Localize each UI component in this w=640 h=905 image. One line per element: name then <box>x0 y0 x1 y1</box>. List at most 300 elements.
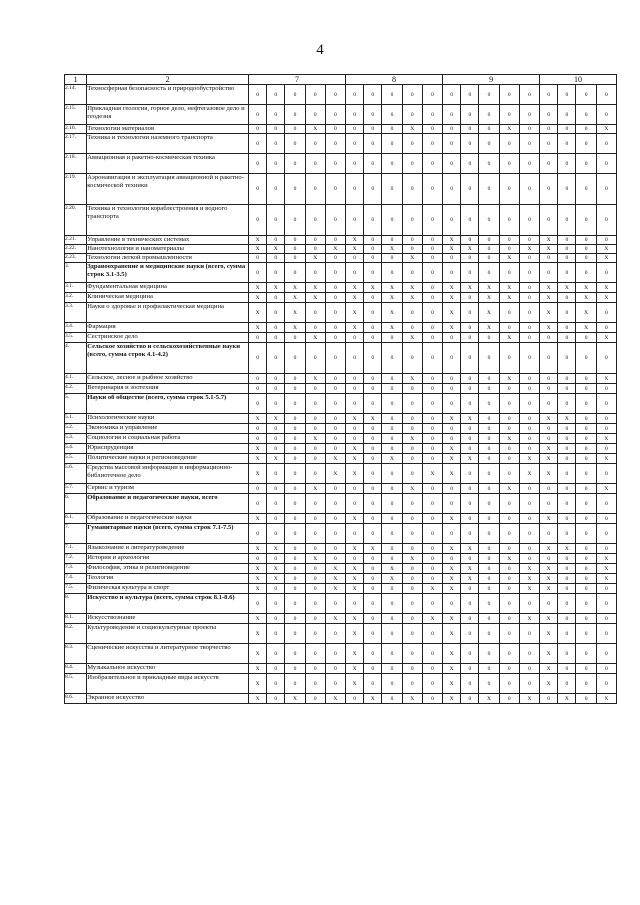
value-cell: 0 <box>285 384 305 394</box>
value-cell: X <box>540 464 558 484</box>
value-cell: 0 <box>519 125 539 134</box>
value-cell: 0 <box>346 594 364 614</box>
row-code: 6. <box>65 494 87 514</box>
value-cell: X <box>443 664 461 674</box>
value-cell: X <box>540 544 558 554</box>
value-cell: 0 <box>382 464 402 484</box>
value-cell: 0 <box>364 254 382 263</box>
value-cell: 0 <box>364 293 382 303</box>
value-cell: X <box>248 574 266 584</box>
value-cell: 0 <box>248 343 266 374</box>
value-cell: 0 <box>540 494 558 514</box>
value-cell: 0 <box>596 236 616 245</box>
value-cell: X <box>382 293 402 303</box>
value-cell: X <box>443 624 461 644</box>
value-cell: 0 <box>285 263 305 283</box>
value-cell: 0 <box>519 236 539 245</box>
value-cell: 0 <box>558 674 576 694</box>
value-cell: 0 <box>499 574 519 584</box>
value-cell: 0 <box>402 494 422 514</box>
value-cell: X <box>285 303 305 323</box>
value-cell: 0 <box>558 594 576 614</box>
value-cell: 0 <box>285 343 305 374</box>
value-cell: X <box>346 236 364 245</box>
value-cell: 0 <box>382 424 402 434</box>
value-cell: 0 <box>596 105 616 125</box>
value-cell: 0 <box>364 245 382 254</box>
value-cell: 0 <box>443 333 461 343</box>
value-cell: 0 <box>461 624 479 644</box>
value-cell: 0 <box>382 644 402 664</box>
value-cell: 0 <box>576 624 596 644</box>
value-cell: 0 <box>267 293 285 303</box>
row-code: 2.18. <box>65 154 87 174</box>
value-cell: 0 <box>285 254 305 263</box>
value-cell: 0 <box>540 263 558 283</box>
value-cell: X <box>443 514 461 524</box>
value-cell: 0 <box>576 514 596 524</box>
value-cell: X <box>346 664 364 674</box>
value-cell: 0 <box>422 594 442 614</box>
value-cell: 0 <box>540 254 558 263</box>
value-cell: 0 <box>305 584 325 594</box>
value-cell: 0 <box>479 644 499 664</box>
row-name: Экономика и управление <box>87 424 249 434</box>
value-cell: 0 <box>325 394 345 414</box>
value-cell: X <box>305 283 325 293</box>
value-cell: 0 <box>519 394 539 414</box>
value-cell: 0 <box>382 394 402 414</box>
value-cell: 0 <box>325 333 345 343</box>
value-cell: 0 <box>558 205 576 236</box>
value-cell: 0 <box>461 464 479 484</box>
value-cell: X <box>479 283 499 293</box>
value-cell: 0 <box>479 424 499 434</box>
value-cell: X <box>402 254 422 263</box>
value-cell: 0 <box>558 333 576 343</box>
data-table <box>64 74 617 704</box>
value-cell: X <box>248 414 266 424</box>
header-col-2: 2 <box>87 75 249 85</box>
value-cell: 0 <box>305 454 325 464</box>
value-cell: 0 <box>479 85 499 105</box>
row-name: Клиническая медицина <box>87 293 249 303</box>
value-cell: 0 <box>519 384 539 394</box>
value-cell: 0 <box>402 584 422 594</box>
value-cell: 0 <box>558 125 576 134</box>
row-code: 8.1. <box>65 614 87 624</box>
value-cell: 0 <box>576 174 596 205</box>
value-cell: 0 <box>443 254 461 263</box>
value-cell: 0 <box>402 245 422 254</box>
value-cell: 0 <box>402 236 422 245</box>
value-cell: 0 <box>346 174 364 205</box>
value-cell: 0 <box>267 125 285 134</box>
value-cell: 0 <box>422 174 442 205</box>
value-cell: 0 <box>325 134 345 154</box>
value-cell: 0 <box>576 664 596 674</box>
value-cell: X <box>519 614 539 624</box>
value-cell: 0 <box>346 554 364 564</box>
value-cell: 0 <box>519 333 539 343</box>
value-cell: 0 <box>325 374 345 384</box>
value-cell: 0 <box>558 444 576 454</box>
value-cell: 0 <box>519 514 539 524</box>
value-cell: 0 <box>364 394 382 414</box>
value-cell: 0 <box>325 105 345 125</box>
value-cell: 0 <box>248 484 266 494</box>
value-cell: 0 <box>596 674 616 694</box>
value-cell: 0 <box>325 343 345 374</box>
value-cell: 0 <box>519 494 539 514</box>
value-cell: 0 <box>596 464 616 484</box>
value-cell: 0 <box>422 694 442 704</box>
value-cell: X <box>596 574 616 584</box>
value-cell: X <box>499 125 519 134</box>
value-cell: 0 <box>576 674 596 694</box>
row-code: 2.20. <box>65 205 87 236</box>
row-name: История и археология <box>87 554 249 564</box>
value-cell: X <box>402 283 422 293</box>
row-name: Юриспруденция <box>87 444 249 454</box>
row-code: 8.2. <box>65 624 87 644</box>
row-name: Сценические искусства и литературное творчество <box>87 644 249 664</box>
value-cell: 0 <box>248 105 266 125</box>
value-cell: 0 <box>479 664 499 674</box>
value-cell: X <box>461 564 479 574</box>
value-cell: 0 <box>461 664 479 674</box>
value-cell: X <box>248 694 266 704</box>
row-name: Управление в технических системах <box>87 236 249 245</box>
value-cell: 0 <box>422 303 442 323</box>
value-cell: X <box>443 245 461 254</box>
value-cell: 0 <box>422 514 442 524</box>
value-cell: X <box>402 694 422 704</box>
value-cell: 0 <box>285 564 305 574</box>
value-cell: 0 <box>479 254 499 263</box>
value-cell: 0 <box>576 236 596 245</box>
value-cell: X <box>443 323 461 333</box>
value-cell: 0 <box>402 614 422 624</box>
value-cell: 0 <box>479 263 499 283</box>
row-name: Образование и педагогические науки <box>87 514 249 524</box>
row-name: Средства массовой информации и информационно-библиотечное дело <box>87 464 249 484</box>
value-cell: 0 <box>364 434 382 444</box>
value-cell: 0 <box>248 524 266 544</box>
value-cell: 0 <box>558 174 576 205</box>
value-cell: 0 <box>248 125 266 134</box>
value-cell: 0 <box>596 444 616 454</box>
value-cell: 0 <box>285 464 305 484</box>
table-row <box>65 514 617 524</box>
value-cell: 0 <box>382 614 402 624</box>
value-cell: 0 <box>382 524 402 544</box>
value-cell: 0 <box>402 644 422 664</box>
value-cell: 0 <box>422 664 442 674</box>
value-cell: X <box>248 454 266 464</box>
value-cell: 0 <box>364 374 382 384</box>
row-name: Искусствознание <box>87 614 249 624</box>
value-cell: 0 <box>267 236 285 245</box>
row-name: Языкознание и литературоведение <box>87 544 249 554</box>
value-cell: X <box>422 464 442 484</box>
value-cell: 0 <box>461 125 479 134</box>
value-cell: 0 <box>479 154 499 174</box>
value-cell: X <box>305 254 325 263</box>
value-cell: 0 <box>443 374 461 384</box>
value-cell: X <box>540 614 558 624</box>
value-cell: 0 <box>479 434 499 444</box>
value-cell: 0 <box>285 624 305 644</box>
value-cell: 0 <box>576 614 596 624</box>
value-cell: 0 <box>576 254 596 263</box>
value-cell: X <box>479 303 499 323</box>
value-cell: 0 <box>479 614 499 624</box>
value-cell: 0 <box>422 85 442 105</box>
value-cell: 0 <box>248 594 266 614</box>
value-cell: 0 <box>325 644 345 664</box>
value-cell: X <box>248 323 266 333</box>
value-cell: 0 <box>519 414 539 424</box>
row-name: Философия, этика и религиоведение <box>87 564 249 574</box>
table-row <box>65 134 617 154</box>
value-cell: 0 <box>479 544 499 554</box>
row-code: 2.17. <box>65 134 87 154</box>
value-cell: 0 <box>596 85 616 105</box>
value-cell: X <box>443 454 461 464</box>
value-cell: 0 <box>285 245 305 254</box>
value-cell: 0 <box>558 374 576 384</box>
row-name: Науки о здоровье и профилактическая медицина <box>87 303 249 323</box>
value-cell: 0 <box>402 574 422 584</box>
value-cell: 0 <box>422 283 442 293</box>
value-cell: 0 <box>402 414 422 424</box>
value-cell: 0 <box>346 374 364 384</box>
value-cell: X <box>402 484 422 494</box>
value-cell: 0 <box>479 125 499 134</box>
value-cell: 0 <box>346 85 364 105</box>
value-cell: 0 <box>596 614 616 624</box>
value-cell: X <box>596 434 616 444</box>
value-cell: 0 <box>596 544 616 554</box>
value-cell: 0 <box>479 584 499 594</box>
value-cell: 0 <box>267 554 285 564</box>
value-cell: 0 <box>558 293 576 303</box>
row-name: Теология <box>87 574 249 584</box>
value-cell: X <box>540 584 558 594</box>
value-cell: 0 <box>285 134 305 154</box>
value-cell: X <box>443 574 461 584</box>
value-cell: X <box>382 574 402 584</box>
value-cell: X <box>519 694 539 704</box>
value-cell: 0 <box>267 134 285 154</box>
table-row <box>65 444 617 454</box>
value-cell: 0 <box>461 303 479 323</box>
value-cell: 0 <box>382 434 402 444</box>
value-cell: 0 <box>382 674 402 694</box>
value-cell: 0 <box>267 333 285 343</box>
table-row <box>65 283 617 293</box>
row-name: Культуроведение и социокультурные проекты <box>87 624 249 644</box>
value-cell: X <box>325 614 345 624</box>
value-cell: 0 <box>519 674 539 694</box>
value-cell: 0 <box>596 584 616 594</box>
value-cell: 0 <box>461 343 479 374</box>
value-cell: 0 <box>346 384 364 394</box>
value-cell: X <box>596 125 616 134</box>
value-cell: 0 <box>267 263 285 283</box>
value-cell: X <box>596 564 616 574</box>
row-name: Изобразительное и прикладные виды искусств <box>87 674 249 694</box>
value-cell: X <box>461 414 479 424</box>
value-cell: 0 <box>499 674 519 694</box>
value-cell: 0 <box>540 174 558 205</box>
value-cell: 0 <box>576 343 596 374</box>
value-cell: 0 <box>519 444 539 454</box>
row-code: 5. <box>65 394 87 414</box>
value-cell: 0 <box>346 343 364 374</box>
value-cell: 0 <box>285 614 305 624</box>
value-cell: 0 <box>519 524 539 544</box>
value-cell: 0 <box>382 694 402 704</box>
value-cell: X <box>540 283 558 293</box>
value-cell: X <box>305 434 325 444</box>
value-cell: 0 <box>499 594 519 614</box>
value-cell: 0 <box>479 674 499 694</box>
value-cell: 0 <box>285 514 305 524</box>
value-cell: X <box>325 245 345 254</box>
value-cell: 0 <box>364 464 382 484</box>
value-cell: 0 <box>248 384 266 394</box>
value-cell: X <box>540 414 558 424</box>
value-cell: 0 <box>576 414 596 424</box>
value-cell: 0 <box>461 644 479 664</box>
value-cell: 0 <box>422 254 442 263</box>
value-cell: X <box>443 444 461 454</box>
value-cell: 0 <box>461 434 479 444</box>
value-cell: X <box>346 574 364 584</box>
value-cell: 0 <box>325 205 345 236</box>
table-row <box>65 125 617 134</box>
value-cell: X <box>443 464 461 484</box>
value-cell: X <box>346 564 364 574</box>
value-cell: 0 <box>499 394 519 414</box>
value-cell: X <box>540 454 558 464</box>
value-cell: 0 <box>382 384 402 394</box>
value-cell: 0 <box>596 154 616 174</box>
value-cell: X <box>248 564 266 574</box>
value-cell: X <box>540 323 558 333</box>
row-name: Политические науки и регионоведение <box>87 454 249 464</box>
value-cell: 0 <box>248 174 266 205</box>
value-cell: 0 <box>499 544 519 554</box>
value-cell: 0 <box>519 174 539 205</box>
value-cell: 0 <box>402 174 422 205</box>
value-cell: X <box>540 444 558 454</box>
value-cell: 0 <box>346 434 364 444</box>
value-cell: 0 <box>267 584 285 594</box>
value-cell: 0 <box>422 434 442 444</box>
value-cell: 0 <box>558 245 576 254</box>
value-cell: 0 <box>285 374 305 384</box>
value-cell: 0 <box>499 454 519 464</box>
value-cell: 0 <box>285 394 305 414</box>
value-cell: 0 <box>346 694 364 704</box>
value-cell: 0 <box>499 564 519 574</box>
value-cell: 0 <box>305 343 325 374</box>
value-cell: X <box>382 245 402 254</box>
value-cell: X <box>382 564 402 574</box>
row-code: 4.2. <box>65 384 87 394</box>
value-cell: 0 <box>461 424 479 434</box>
value-cell: 0 <box>402 674 422 694</box>
value-cell: 0 <box>267 644 285 664</box>
table-row <box>65 254 617 263</box>
value-cell: 0 <box>540 374 558 384</box>
value-cell: 0 <box>325 236 345 245</box>
table-row <box>65 584 617 594</box>
value-cell: 0 <box>558 134 576 154</box>
value-cell: X <box>248 293 266 303</box>
value-cell: X <box>325 584 345 594</box>
value-cell: 0 <box>596 644 616 664</box>
value-cell: 0 <box>325 624 345 644</box>
value-cell: 0 <box>422 105 442 125</box>
value-cell: X <box>540 245 558 254</box>
value-cell: 0 <box>422 134 442 154</box>
table-row <box>65 564 617 574</box>
value-cell: 0 <box>267 444 285 454</box>
value-cell: 0 <box>305 236 325 245</box>
value-cell: 0 <box>402 424 422 434</box>
value-cell: 0 <box>285 424 305 434</box>
value-cell: 0 <box>479 414 499 424</box>
value-cell: 0 <box>540 384 558 394</box>
row-name: Гуманитарные науки (всего, сумма строк 7.1-7.5) <box>87 524 249 544</box>
value-cell: 0 <box>443 524 461 544</box>
row-code: 8. <box>65 594 87 614</box>
value-cell: 0 <box>364 134 382 154</box>
value-cell: 0 <box>285 584 305 594</box>
value-cell: 0 <box>305 594 325 614</box>
value-cell: 0 <box>325 664 345 674</box>
value-cell: 0 <box>558 564 576 574</box>
table-row <box>65 624 617 644</box>
value-cell: 0 <box>267 524 285 544</box>
value-cell: 0 <box>519 303 539 323</box>
row-name: Технологии материалов <box>87 125 249 134</box>
value-cell: 0 <box>267 374 285 384</box>
value-cell: X <box>346 544 364 554</box>
value-cell: 0 <box>558 236 576 245</box>
value-cell: X <box>248 236 266 245</box>
value-cell: X <box>346 674 364 694</box>
value-cell: 0 <box>519 424 539 434</box>
value-cell: X <box>382 323 402 333</box>
value-cell: 0 <box>576 245 596 254</box>
value-cell: 0 <box>364 674 382 694</box>
value-cell: 0 <box>479 484 499 494</box>
value-cell: 0 <box>248 424 266 434</box>
value-cell: X <box>346 644 364 664</box>
value-cell: X <box>248 444 266 454</box>
value-cell: 0 <box>558 554 576 564</box>
row-code: 7.4. <box>65 574 87 584</box>
table-row <box>65 174 617 205</box>
value-cell: X <box>346 323 364 333</box>
value-cell: 0 <box>461 484 479 494</box>
value-cell: 0 <box>499 644 519 664</box>
